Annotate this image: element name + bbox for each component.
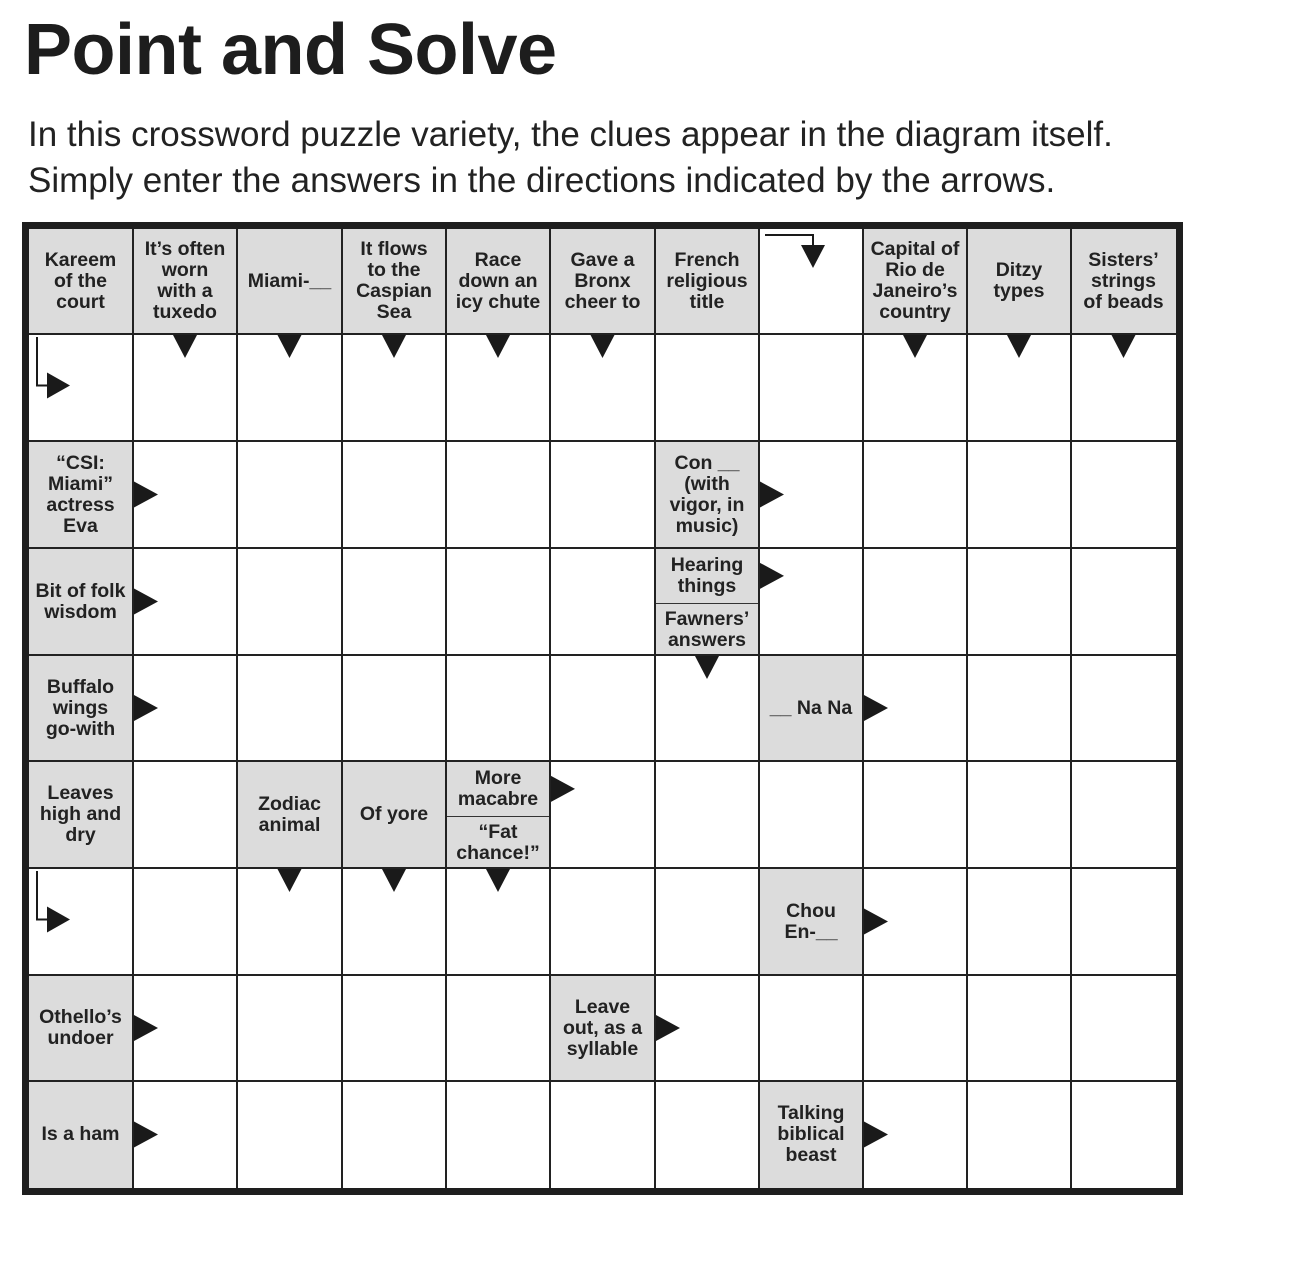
clue-text-line: macabre bbox=[457, 788, 539, 810]
instructions-line-2: Simply enter the answers in the directions indicated by the arrows. bbox=[28, 161, 1056, 200]
down-arrow-icon bbox=[382, 869, 406, 892]
clue-text-line: Leave bbox=[574, 995, 631, 1018]
clue-text-line: answers bbox=[667, 628, 747, 651]
clue-text-line: Buffalo bbox=[46, 675, 115, 698]
instructions bbox=[28, 112, 1113, 204]
clue-text-line: actress bbox=[46, 493, 115, 516]
clue-text-line: Zodiac bbox=[258, 792, 321, 815]
clue-text-line: Ditzy bbox=[995, 259, 1043, 281]
clue-text-line: icy chute bbox=[455, 290, 541, 313]
clue-text-line: wings bbox=[52, 696, 109, 719]
bent-arrow-line-icon bbox=[765, 235, 813, 245]
clue-text-line: down an bbox=[458, 269, 538, 292]
down-arrow-icon bbox=[903, 335, 927, 358]
clue-text-line: (with bbox=[684, 472, 730, 495]
clue-text-line: title bbox=[689, 290, 725, 313]
clue-text-line: worn bbox=[161, 259, 209, 281]
instructions-line-1: In this crossword puzzle variety, the clues appear in the diagram itself. bbox=[28, 115, 1113, 154]
clue-text-line: Miami-__ bbox=[247, 269, 332, 292]
clue-text-line: wisdom bbox=[44, 600, 117, 623]
clue-text-line: animal bbox=[258, 813, 321, 836]
right-arrow-icon bbox=[134, 589, 158, 615]
clue-text-line: “CSI: bbox=[56, 451, 105, 474]
clue-text-line: Sea bbox=[376, 301, 412, 323]
clue-text-line: undoer bbox=[47, 1027, 114, 1049]
clue-text-line: to the bbox=[367, 259, 421, 281]
down-arrow-icon bbox=[695, 656, 719, 679]
clue-text-line: strings bbox=[1090, 269, 1156, 292]
down-arrow-icon bbox=[1112, 335, 1136, 358]
down-arrow-icon bbox=[278, 869, 302, 892]
clue-text-line: vigor, in bbox=[669, 493, 745, 516]
clue-text-line: __ Na Na bbox=[769, 696, 853, 719]
bent-arrow-line-icon bbox=[37, 337, 47, 386]
clue-text-line: More bbox=[474, 767, 522, 789]
clue-text-line: Capital of bbox=[870, 238, 960, 260]
clue-text-line: Gave a bbox=[570, 248, 635, 271]
right-arrow-icon bbox=[134, 482, 158, 508]
right-arrow-icon bbox=[551, 776, 575, 802]
puzzle-title: Point and Solve bbox=[24, 10, 557, 90]
clue-text-line: religious bbox=[666, 269, 748, 292]
clue-text-line: of beads bbox=[1083, 290, 1164, 313]
clue-text-line: Rio de bbox=[885, 259, 945, 281]
clue-text-line: Kareem bbox=[44, 248, 117, 271]
clue-text-line: It flows bbox=[360, 238, 428, 260]
clue-text-line: Chou bbox=[786, 899, 836, 922]
clue-text-line: Is a ham bbox=[41, 1123, 120, 1145]
clue-text-line: Race bbox=[474, 248, 522, 271]
clue-text-line: cheer to bbox=[564, 290, 641, 313]
clue-text-line: Bit of folk bbox=[35, 579, 126, 602]
clue-text-line: French bbox=[674, 248, 740, 271]
down-arrow-icon bbox=[173, 335, 197, 358]
clue-text-line: of the bbox=[53, 269, 108, 292]
bent-down-arrow-icon bbox=[801, 245, 825, 268]
clue-text-line: go-with bbox=[45, 717, 116, 740]
clue-text-line: Con __ bbox=[674, 451, 740, 474]
down-arrow-icon bbox=[486, 335, 510, 358]
clue-text-line: Miami” bbox=[47, 472, 113, 495]
clue-text-line: Janeiro’s bbox=[872, 280, 958, 302]
right-arrow-icon bbox=[656, 1015, 680, 1041]
clue-text-line: types bbox=[993, 280, 1045, 302]
clue-text-line: syllable bbox=[566, 1037, 639, 1060]
clue-text-line: Leaves bbox=[47, 782, 114, 804]
down-arrow-icon bbox=[382, 335, 406, 358]
clue-text-line: beast bbox=[785, 1144, 837, 1166]
right-arrow-icon bbox=[134, 1122, 158, 1148]
arrow-layer bbox=[22, 222, 1183, 1195]
right-arrow-icon bbox=[134, 695, 158, 721]
clue-text-line: En-__ bbox=[784, 920, 838, 943]
clue-text-line: Talking bbox=[777, 1102, 845, 1124]
clue-text-line: It’s often bbox=[144, 238, 226, 260]
clue-text-line: Caspian bbox=[356, 280, 432, 302]
right-arrow-icon bbox=[134, 1015, 158, 1041]
clue-text-line: Hearing bbox=[670, 554, 744, 576]
clue-text-line: dry bbox=[65, 824, 96, 846]
down-arrow-icon bbox=[591, 335, 615, 358]
clue-text-line: Eva bbox=[63, 514, 98, 537]
bent-right-arrow-icon bbox=[47, 373, 70, 399]
clue-text-line: Sisters’ bbox=[1088, 248, 1159, 271]
clue-text-line: music) bbox=[675, 514, 739, 537]
bent-arrow-line-icon bbox=[37, 871, 47, 920]
clue-text-line: court bbox=[56, 290, 105, 313]
clue-text-line: Of yore bbox=[359, 803, 429, 825]
clue-text-line: biblical bbox=[777, 1123, 845, 1145]
right-arrow-icon bbox=[760, 482, 784, 508]
clue-text-line: Fawners’ bbox=[664, 607, 750, 630]
down-arrow-icon bbox=[486, 869, 510, 892]
clue-text-line: Bronx bbox=[574, 269, 631, 292]
clue-text-line: high and bbox=[39, 803, 122, 825]
right-arrow-icon bbox=[864, 695, 888, 721]
right-arrow-icon bbox=[864, 1122, 888, 1148]
clue-text-line: out, as a bbox=[562, 1016, 643, 1039]
clue-text-line: “Fat bbox=[478, 820, 518, 843]
clue-text-line: tuxedo bbox=[153, 301, 217, 323]
clue-text-line: Othello’s bbox=[39, 1006, 122, 1028]
right-arrow-icon bbox=[864, 909, 888, 935]
clue-text-line: with a bbox=[157, 280, 213, 302]
clue-text-line: things bbox=[677, 575, 737, 597]
right-arrow-icon bbox=[760, 563, 784, 589]
crossword-grid bbox=[22, 222, 1183, 1195]
bent-right-arrow-icon bbox=[47, 907, 70, 933]
clue-text-line: country bbox=[879, 301, 951, 323]
down-arrow-icon bbox=[278, 335, 302, 358]
clue-text-line: chance!” bbox=[456, 841, 540, 864]
down-arrow-icon bbox=[1007, 335, 1031, 358]
